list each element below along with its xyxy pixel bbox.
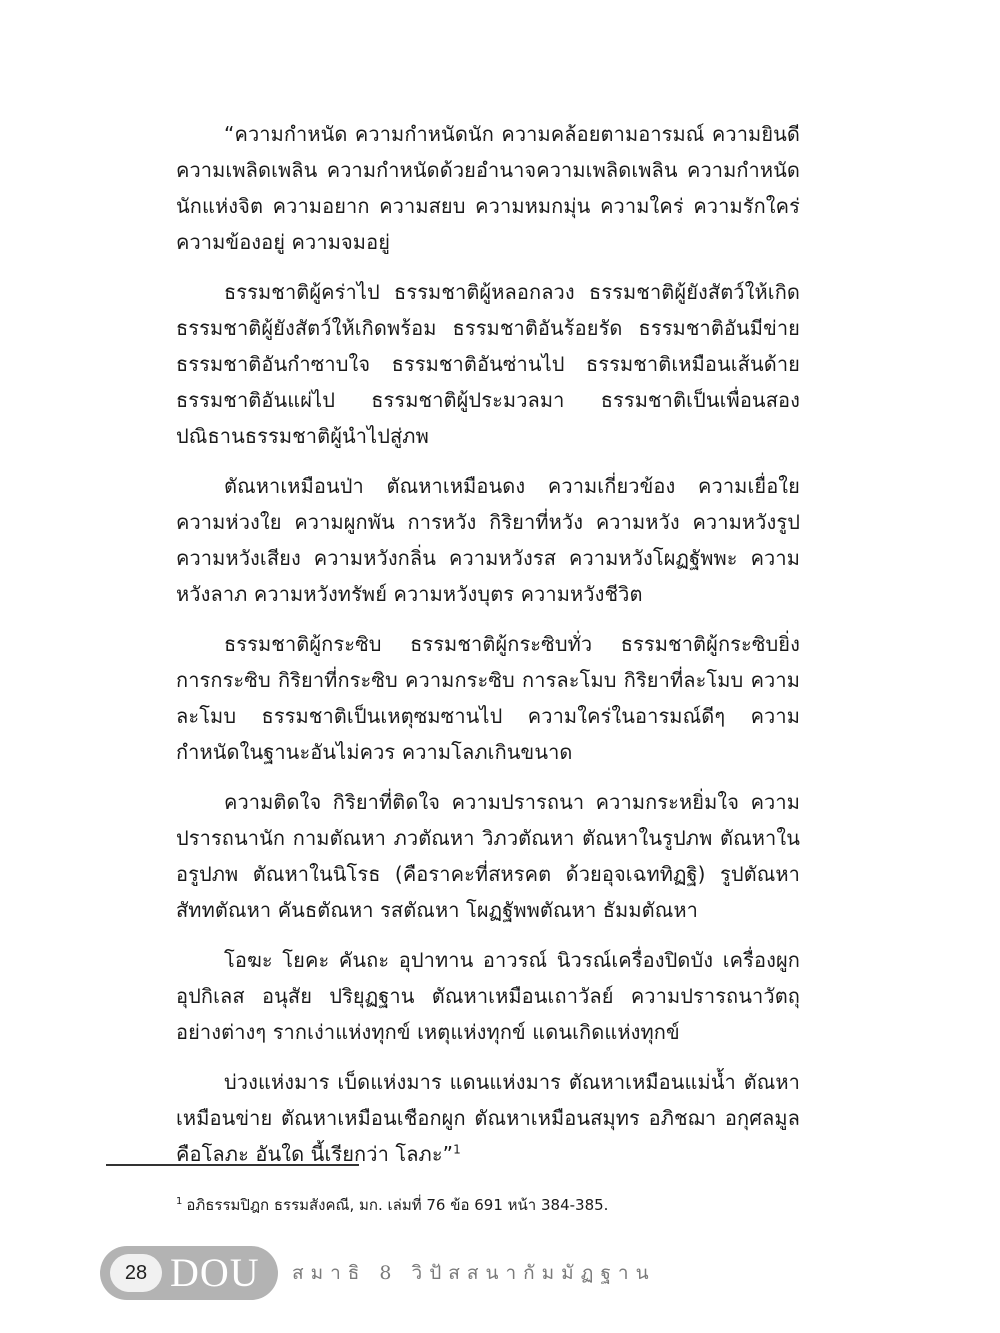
paragraph-1: “ความกำหนัด ความกำหนัดนัก ความคล้อยตามอารมณ์ ความยินดี ความเพลิดเพลิน ความกำหนัดด้วยอำนาจความเพลิดเพลิน ความกำหนัดนักแห่งจิต ความอยาก ความสยบ ความหมกมุ่น ความใคร่ ความรักใคร่ ความข้องอยู่ ความจมอยู่ [176,122,800,254]
brand-logo: DOU [170,1250,260,1295]
paragraph-4: ธรรมชาติผู้กระซิบ ธรรมชาติผู้กระซิบทั่ว ธรรมชาติผู้กระซิบยิ่ง การกระซิบ กิริยาที่กระซิบ ความกระซิบ การละโมบ กิริยาที่ละโมบ ความละโมบ ธรรมชาติเป็นเหตุซมซานไป ความใคร่ในอารมณ์ดีๆ ความกำหนัดในฐานะอันไม่ควร ความโลภเกินขนาด [176,632,800,764]
paragraph-7 [176,1064,800,1172]
footnote-divider [106,1164,359,1166]
footnote-reference[interactable]: 1 [453,1142,461,1157]
footnote [176,1193,800,1217]
footnote-number: 1 [176,1196,183,1207]
paragraph-6: โอฆะ โยคะ คันถะ อุปาทาน อาวรณ์ นิวรณ์เครื่องปิดบัง เครื่องผูก อุปกิเลส อนุสัย ปริยุฏฐาน ตัณหาเหมือนเถาวัลย์ ความปรารถนาวัตถุอย่างต่างๆ รากเง่าแห่งทุกข์ เหตุแห่งทุกข์ แดนเกิดแห่งทุกข์ [176,948,800,1044]
paragraph-2: ธรรมชาติผู้คร่าไป ธรรมชาติผู้หลอกลวง ธรรมชาติผู้ยังสัตว์ให้เกิด ธรรมชาติผู้ยังสัตว์ให้เกิดพร้อม ธรรมชาติอันร้อยรัด ธรรมชาติอันมีข่าย ธรรมชาติอันกำซาบใจ ธรรมชาติอันซ่านไป ธรรมชาติเหมือนเส้นด้าย ธรรมชาติอันแผ่ไป ธรรมชาติผู้ประมวลมา ธรรมชาติเป็นเพื่อนสอง ปณิธานธรรมชาติผู้นำไปสู่ภพ [176,280,800,448]
paragraph-7-text: บ่วงแห่งมาร เบ็ดแห่งมาร แดนแห่งมาร ตัณหาเหมือนแม่น้ำ ตัณหาเหมือนข่าย ตัณหาเหมือนเชือกผูก ตัณหาเหมือนสมุทร อภิชฌา อกุศลมูล คือโลภะ อันใด นี้เรียกว่า โลภะ” [176,1070,800,1166]
book-title: สมาธิ 8 วิปัสสนากัมมัฏฐาน [292,1262,656,1284]
paragraph-5: ความติดใจ กิริยาที่ติดใจ ความปรารถนา ความกระหยิ่มใจ ความปรารถนานัก กามตัณหา ภวตัณหา วิภวตัณหา ตัณหาในรูปภพ ตัณหาในอรูปภพ ตัณหาในนิโรธ (คือราคะที่สหรคต ด้วยอุจเฉททิฏฐิ) รูปตัณหา สัททตัณหา คันธตัณหา รสตัณหา โผฏฐัพพตัณหา ธัมมตัณหา [176,790,800,922]
paragraph-3: ตัณหาเหมือนป่า ตัณหาเหมือนดง ความเกี่ยวข้อง ความเยื่อใย ความห่วงใย ความผูกพัน การหวัง กิริยาที่หวัง ความหวัง ความหวังรูป ความหวังเสียง ความหวังกลิ่น ความหวังรส ความหวังโผฏฐัพพะ ความหวังลาภ ความหวังทรัพย์ ความหวังบุตร ความหวังชีวิต [176,474,800,606]
quoted-passage [176,116,800,1186]
page-number: 28 [110,1254,162,1292]
footer-badge [100,1246,278,1300]
page-footer [100,1246,656,1300]
footnote-text: อภิธรรมปิฎก ธรรมสังคณี, มก. เล่มที่ 76 ข้อ 691 หน้า 384-385. [186,1196,609,1214]
